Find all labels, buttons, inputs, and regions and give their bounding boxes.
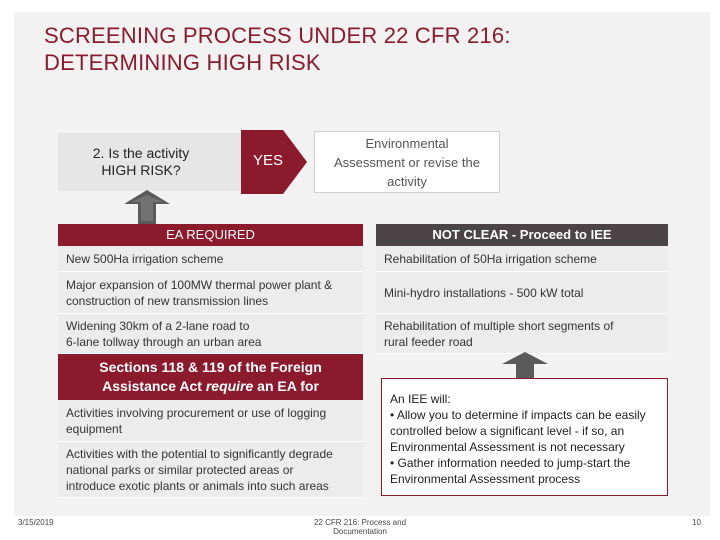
not-clear-header: NOT CLEAR - Proceed to IEE bbox=[376, 224, 668, 246]
section-line-2a: Assistance Act bbox=[102, 378, 206, 394]
ea-line-2: Assessment or revise the bbox=[334, 155, 480, 170]
row-text: Rehabilitation of 50Ha irrigation scheme bbox=[384, 251, 597, 266]
yes-label: YES bbox=[252, 152, 283, 169]
iee-line: • Allow you to determine if impacts can be easily bbox=[390, 408, 646, 422]
iee-line: Environmental Assessment process bbox=[390, 472, 581, 486]
ea-line-1: Environmental bbox=[365, 136, 449, 151]
row-text bbox=[66, 446, 333, 494]
row-line-3: introduce exotic plants or animals into such areas bbox=[66, 478, 329, 493]
table-row bbox=[58, 246, 363, 272]
title-line-2: DETERMINING HIGH RISK bbox=[44, 50, 321, 75]
up-arrow-icon bbox=[124, 190, 170, 224]
ea-line-3: activity bbox=[387, 174, 427, 189]
question-text bbox=[66, 145, 216, 179]
table-row bbox=[58, 272, 363, 314]
ea-outcome-text bbox=[315, 134, 499, 191]
question-line-2: HIGH RISK? bbox=[101, 162, 181, 178]
section-line-2c: an EA for bbox=[253, 378, 319, 394]
title-line-1: SCREENING PROCESS UNDER 22 CFR 216: bbox=[44, 23, 511, 48]
table-row bbox=[58, 400, 363, 442]
ea-required-header: EA REQUIRED bbox=[58, 224, 363, 246]
row-line-1: Widening 30km of a 2-lane road to bbox=[66, 318, 250, 333]
row-line-2: construction of new transmission lines bbox=[66, 293, 269, 308]
row-text bbox=[384, 318, 613, 350]
table-row bbox=[376, 246, 668, 272]
row-text bbox=[66, 405, 326, 437]
row-line-1: Activities with the potential to significantly degrade bbox=[66, 446, 333, 461]
row-line-2: national parks or similar protected areas or bbox=[66, 462, 294, 477]
section-line-2 bbox=[58, 377, 363, 396]
iee-info-box bbox=[381, 378, 668, 496]
slide-title bbox=[44, 22, 684, 76]
row-text: New 500Ha irrigation scheme bbox=[66, 251, 224, 266]
footer-date: 3/15/2019 bbox=[18, 518, 54, 527]
foreign-assistance-act-text bbox=[58, 358, 363, 396]
row-line-2: rural feeder road bbox=[384, 334, 473, 349]
iee-line: An IEE will: bbox=[390, 392, 451, 406]
foreign-assistance-act-box bbox=[58, 354, 363, 400]
iee-line: controlled below a significant level - if so, an bbox=[390, 424, 625, 438]
up-arrow-icon bbox=[502, 352, 548, 378]
table-row bbox=[376, 314, 668, 354]
question-line-1: 2. Is the activity bbox=[92, 145, 190, 161]
ea-outcome-box bbox=[314, 131, 500, 193]
table-row bbox=[58, 442, 363, 498]
row-line-2: 6-lane tollway through an urban area bbox=[66, 334, 262, 349]
iee-line: Environmental Assessment is not necessary bbox=[390, 440, 625, 454]
row-text bbox=[66, 318, 261, 350]
table-row bbox=[376, 272, 668, 314]
row-line-1: Rehabilitation of multiple short segments of bbox=[384, 318, 614, 333]
row-text bbox=[66, 277, 332, 309]
question-box bbox=[58, 133, 268, 191]
row-text: Mini-hydro installations - 500 kW total bbox=[384, 285, 584, 300]
page-number: 10 bbox=[692, 518, 701, 527]
table-row bbox=[58, 314, 363, 354]
section-line-1: Sections 118 & 119 of the Foreign bbox=[99, 359, 322, 375]
section-line-2b: require bbox=[205, 378, 254, 394]
footer-title: 22 CFR 216: Process and Documentation bbox=[313, 518, 407, 536]
iee-line: • Gather information needed to jump-start the bbox=[390, 456, 631, 470]
row-line-1: Major expansion of 100MW thermal power plant & bbox=[66, 277, 333, 292]
row-line-1: Activities involving procurement or use of logging bbox=[66, 405, 327, 420]
row-line-2: equipment bbox=[66, 421, 123, 436]
